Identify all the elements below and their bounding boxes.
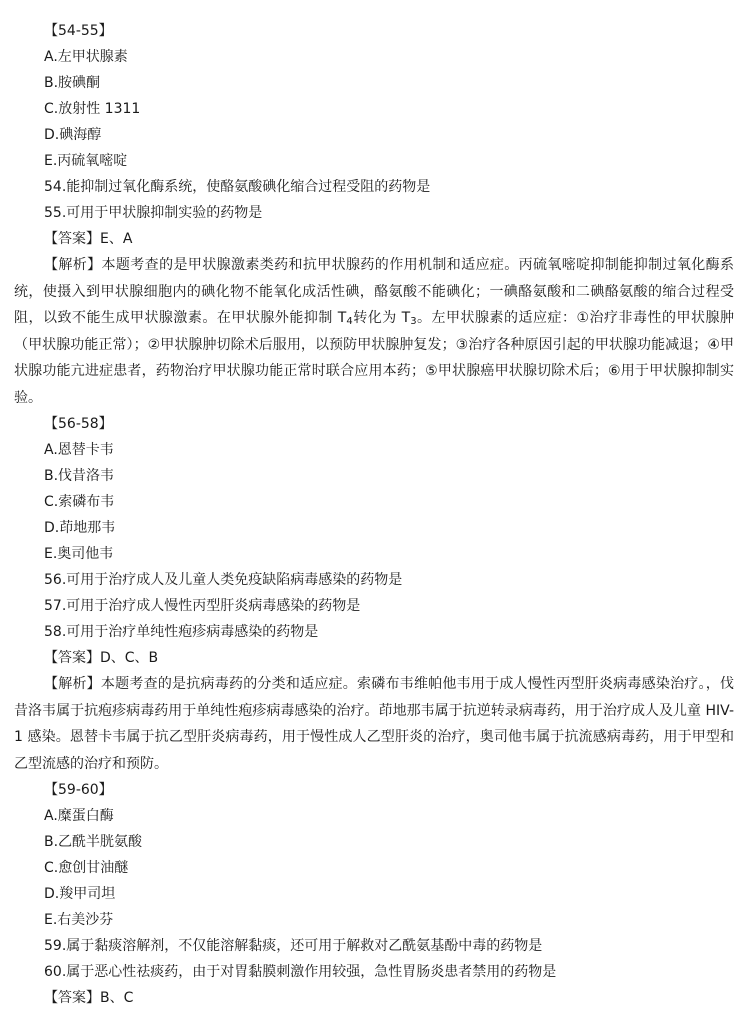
question-group-header: 【59-60】 [44, 782, 113, 798]
question-56: 56.可用于治疗成人及儿童人类免疫缺陷病毒感染的药物是 [44, 572, 403, 588]
question-54: 54.能抑制过氧化酶系统，使酪氨酸碘化缩合过程受阻的药物是 [44, 179, 431, 195]
question-60: 60.属于恶心性祛痰药，由于对胃黏膜刺激作用较强，急性胃肠炎患者禁用的药物是 [44, 964, 557, 980]
question-group-header: 【56-58】 [44, 416, 113, 432]
analysis-text: 。左甲状腺素的适应症：①治疗非毒性的甲状腺肿（甲状腺功能正常）；②甲状腺肿切除术后服用，以预防甲状腺肿复发；③治疗各种原因引起的甲状腺功能减退；④甲状腺功能亢进症患者，药物治疗甲状腺功能正常时联合应用本药；⑤甲状腺癌甲状腺切除术后；⑥用于甲状腺抑制实验。 [14, 310, 734, 406]
option-b: B.伐昔洛韦 [44, 468, 115, 484]
answer: 【答案】B、C [44, 990, 134, 1006]
question-59: 59.属于黏痰溶解剂，不仅能溶解黏痰，还可用于解救对乙酰氨基酚中毒的药物是 [44, 938, 543, 954]
option-c: C.放射性 1311 [44, 101, 141, 117]
option-d: D.羧甲司坦 [44, 886, 116, 902]
option-e: E.奥司他韦 [44, 546, 114, 562]
option-c: C.索磷布韦 [44, 494, 115, 510]
analysis-paragraph: 【解析】本题考查的是抗病毒药的分类和适应症。索磷布韦维帕他韦用于成人慢性丙型肝炎病毒感染治疗。，伐昔洛韦属于抗疱疹病毒药用于单纯性疱疹病毒感染的治疗。茚地那韦属于抗逆转录病毒药，用于治疗成人及儿童 HIV-1 感染。恩替卡韦属于抗乙型肝炎病毒药，用于慢性成人乙型肝炎的治疗，奥司他韦属于抗流感病毒药，用于甲型和乙型流感的治疗和预防。 [14, 676, 734, 772]
option-a: A.左甲状腺素 [44, 49, 128, 65]
analysis-text: 转化为 T [352, 310, 411, 326]
option-e: E.丙硫氧嘧啶 [44, 153, 128, 169]
option-d: D.茚地那韦 [44, 520, 116, 536]
option-b: B.乙酰半胱氨酸 [44, 834, 143, 850]
answer: 【答案】E、A [44, 231, 133, 247]
option-e: E.右美沙芬 [44, 912, 114, 928]
question-58: 58.可用于治疗单纯性疱疹病毒感染的药物是 [44, 624, 319, 640]
question-55: 55.可用于甲状腺抑制实验的药物是 [44, 205, 263, 221]
answer: 【答案】D、C、B [44, 650, 159, 666]
question-group-header: 【54-55】 [44, 23, 113, 39]
subscript: 3 [410, 316, 417, 327]
analysis-text: 【解析】本题考查的是甲状腺激素类药和抗甲状腺药的作用机制和适应症。丙硫氧嘧啶抑制能抑制过氧化酶系统，使摄入到甲状腺细胞内的碘化物不能氧化成活性碘，酪氨酸不能碘化；一碘酪氨酸和二碘酪氨酸的缩合过程受阻，以致不能生成甲状腺激素。在甲状腺外能抑制 T [14, 257, 734, 326]
option-a: A.恩替卡韦 [44, 442, 114, 458]
question-57: 57.可用于治疗成人慢性丙型肝炎病毒感染的药物是 [44, 598, 361, 614]
option-d: D.碘海醇 [44, 127, 102, 143]
option-b: B.胺碘酮 [44, 75, 101, 91]
subscript: 4 [346, 316, 353, 327]
option-a: A.糜蛋白酶 [44, 808, 114, 824]
option-c: C.愈创甘油醚 [44, 860, 129, 876]
analysis-paragraph [14, 252, 734, 411]
